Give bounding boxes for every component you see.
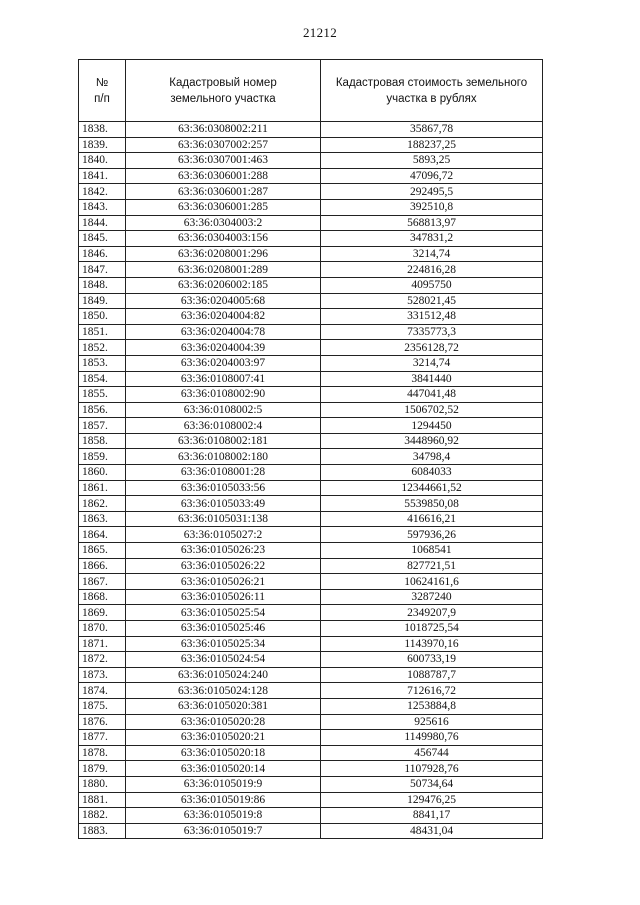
table-row <box>79 449 543 465</box>
table-row <box>79 433 543 449</box>
table-row <box>79 324 543 340</box>
table-row <box>79 558 543 574</box>
row-number-cell: 1880. <box>79 776 126 792</box>
cadastral-value-cell: 12344661,52 <box>321 480 543 496</box>
table-row <box>79 168 543 184</box>
cadastral-number-cell: 63:36:0105019:86 <box>126 792 321 808</box>
cadastral-number-cell: 63:36:0105026:23 <box>126 543 321 559</box>
row-number-cell: 1867. <box>79 574 126 590</box>
table-row <box>79 761 543 777</box>
cadastral-value-cell: 129476,25 <box>321 792 543 808</box>
row-number-cell: 1856. <box>79 402 126 418</box>
row-number-cell: 1845. <box>79 231 126 247</box>
cadastral-value-cell: 3287240 <box>321 589 543 605</box>
table-row <box>79 184 543 200</box>
cadastral-number-cell: 63:36:0304003:2 <box>126 215 321 231</box>
cadastral-number-cell: 63:36:0105020:14 <box>126 761 321 777</box>
table-row <box>79 745 543 761</box>
row-number-cell: 1854. <box>79 371 126 387</box>
row-number-cell: 1860. <box>79 465 126 481</box>
cadastral-number-cell: 63:36:0108002:180 <box>126 449 321 465</box>
row-number-cell: 1882. <box>79 808 126 824</box>
table-body <box>79 122 543 839</box>
row-number-cell: 1879. <box>79 761 126 777</box>
cadastral-number-cell: 63:36:0105019:7 <box>126 823 321 839</box>
row-number-cell: 1872. <box>79 652 126 668</box>
cadastral-value-cell: 4095750 <box>321 277 543 293</box>
cadastral-value-cell: 1068541 <box>321 543 543 559</box>
cadastral-number-cell: 63:36:0105031:138 <box>126 511 321 527</box>
cadastral-value-cell: 1506702,52 <box>321 402 543 418</box>
table-row <box>79 714 543 730</box>
cadastral-value-cell: 1253884,8 <box>321 698 543 714</box>
cadastral-value-cell: 925616 <box>321 714 543 730</box>
cadastral-value-cell: 224816,28 <box>321 262 543 278</box>
cadastral-value-cell: 50734,64 <box>321 776 543 792</box>
row-number-cell: 1868. <box>79 589 126 605</box>
row-number-cell: 1859. <box>79 449 126 465</box>
table-row <box>79 387 543 403</box>
cadastral-number-cell: 63:36:0204004:39 <box>126 340 321 356</box>
cadastral-number-cell: 63:36:0105033:49 <box>126 496 321 512</box>
row-number-cell: 1838. <box>79 122 126 138</box>
cadastral-value-cell: 347831,2 <box>321 231 543 247</box>
cadastral-number-cell: 63:36:0105019:9 <box>126 776 321 792</box>
cadastral-value-cell: 292495,5 <box>321 184 543 200</box>
row-number-cell: 1878. <box>79 745 126 761</box>
table-row <box>79 199 543 215</box>
cadastral-value-cell: 416616,21 <box>321 511 543 527</box>
cadastral-number-cell: 63:36:0105025:46 <box>126 621 321 637</box>
table-row <box>79 698 543 714</box>
cadastral-number-cell: 63:36:0306001:287 <box>126 184 321 200</box>
table-row <box>79 122 543 138</box>
cadastral-number-cell: 63:36:0105026:11 <box>126 589 321 605</box>
cadastral-number-cell: 63:36:0204005:68 <box>126 293 321 309</box>
table-row <box>79 293 543 309</box>
page-number: 21212 <box>303 25 337 40</box>
cadastral-number-cell: 63:36:0308002:211 <box>126 122 321 138</box>
cadastral-number-cell: 63:36:0306001:288 <box>126 168 321 184</box>
row-number-cell: 1853. <box>79 355 126 371</box>
row-number-cell: 1849. <box>79 293 126 309</box>
cadastral-number-cell: 63:36:0105020:18 <box>126 745 321 761</box>
cadastral-number-cell: 63:36:0105025:34 <box>126 636 321 652</box>
cadastral-value-cell: 3448960,92 <box>321 433 543 449</box>
table-row <box>79 605 543 621</box>
row-number-cell: 1857. <box>79 418 126 434</box>
cadastral-number-cell: 63:36:0208001:296 <box>126 246 321 262</box>
table-row <box>79 776 543 792</box>
cadastral-value-cell: 3841440 <box>321 371 543 387</box>
row-number-cell: 1883. <box>79 823 126 839</box>
row-number-cell: 1842. <box>79 184 126 200</box>
table-row <box>79 418 543 434</box>
row-number-cell: 1876. <box>79 714 126 730</box>
cadastral-number-cell: 63:36:0108002:181 <box>126 433 321 449</box>
table-row <box>79 667 543 683</box>
cadastral-number-cell: 63:36:0204004:82 <box>126 309 321 325</box>
row-number-cell: 1847. <box>79 262 126 278</box>
cadastral-value-cell: 600733,19 <box>321 652 543 668</box>
cadastral-number-cell: 63:36:0105026:21 <box>126 574 321 590</box>
cadastral-number-cell: 63:36:0208001:289 <box>126 262 321 278</box>
cadastral-number-cell: 63:36:0206002:185 <box>126 277 321 293</box>
table-row <box>79 309 543 325</box>
cadastral-value-table <box>78 59 543 839</box>
cadastral-value-cell: 447041,48 <box>321 387 543 403</box>
row-number-cell: 1839. <box>79 137 126 153</box>
cadastral-number-cell: 63:36:0108002:90 <box>126 387 321 403</box>
cadastral-value-cell: 48431,04 <box>321 823 543 839</box>
table-row <box>79 792 543 808</box>
row-number-cell: 1844. <box>79 215 126 231</box>
row-number-cell: 1869. <box>79 605 126 621</box>
cadastral-number-cell: 63:36:0105027:2 <box>126 527 321 543</box>
row-number-cell: 1855. <box>79 387 126 403</box>
cadastral-number-cell: 63:36:0105020:21 <box>126 730 321 746</box>
cadastral-value-cell: 568813,97 <box>321 215 543 231</box>
cadastral-number-cell: 63:36:0108001:28 <box>126 465 321 481</box>
table-row <box>79 262 543 278</box>
table-row <box>79 496 543 512</box>
table-row <box>79 215 543 231</box>
row-number-cell: 1862. <box>79 496 126 512</box>
cadastral-number-cell: 63:36:0306001:285 <box>126 199 321 215</box>
table-row <box>79 153 543 169</box>
row-number-cell: 1850. <box>79 309 126 325</box>
cadastral-number-cell: 63:36:0204003:97 <box>126 355 321 371</box>
table-row <box>79 589 543 605</box>
row-number-cell: 1843. <box>79 199 126 215</box>
header-cadastral-number: Кадастровый номер земельного участка <box>126 60 321 122</box>
table-row <box>79 511 543 527</box>
table-row <box>79 402 543 418</box>
table-row <box>79 636 543 652</box>
cadastral-value-cell: 597936,26 <box>321 527 543 543</box>
cadastral-number-cell: 63:36:0105025:54 <box>126 605 321 621</box>
table-row <box>79 621 543 637</box>
cadastral-value-cell: 331512,48 <box>321 309 543 325</box>
header-row-number: № п/п <box>79 60 126 122</box>
table-row <box>79 231 543 247</box>
row-number-cell: 1881. <box>79 792 126 808</box>
table-row <box>79 137 543 153</box>
cadastral-value-cell: 34798,4 <box>321 449 543 465</box>
row-number-cell: 1870. <box>79 621 126 637</box>
row-number-cell: 1852. <box>79 340 126 356</box>
row-number-cell: 1866. <box>79 558 126 574</box>
row-number-cell: 1871. <box>79 636 126 652</box>
row-number-cell: 1846. <box>79 246 126 262</box>
table-row <box>79 277 543 293</box>
row-number-cell: 1877. <box>79 730 126 746</box>
row-number-cell: 1861. <box>79 480 126 496</box>
cadastral-number-cell: 63:36:0105033:56 <box>126 480 321 496</box>
cadastral-value-cell: 8841,17 <box>321 808 543 824</box>
table-row <box>79 371 543 387</box>
table-row <box>79 683 543 699</box>
table-row <box>79 543 543 559</box>
cadastral-value-cell: 2356128,72 <box>321 340 543 356</box>
row-number-cell: 1848. <box>79 277 126 293</box>
cadastral-number-cell: 63:36:0304003:156 <box>126 231 321 247</box>
table-row <box>79 823 543 839</box>
cadastral-value-cell: 1294450 <box>321 418 543 434</box>
cadastral-value-cell: 35867,78 <box>321 122 543 138</box>
cadastral-number-cell: 63:36:0105024:128 <box>126 683 321 699</box>
cadastral-value-cell: 1149980,76 <box>321 730 543 746</box>
table-header-row <box>79 60 543 122</box>
table-row <box>79 574 543 590</box>
cadastral-number-cell: 63:36:0105024:54 <box>126 652 321 668</box>
row-number-cell: 1840. <box>79 153 126 169</box>
cadastral-number-cell: 63:36:0105020:381 <box>126 698 321 714</box>
cadastral-value-cell: 5893,25 <box>321 153 543 169</box>
cadastral-value-cell: 3214,74 <box>321 246 543 262</box>
cadastral-number-cell: 63:36:0307001:463 <box>126 153 321 169</box>
cadastral-value-cell: 1088787,7 <box>321 667 543 683</box>
cadastral-number-cell: 63:36:0105026:22 <box>126 558 321 574</box>
table-row <box>79 480 543 496</box>
cadastral-number-cell: 63:36:0105020:28 <box>126 714 321 730</box>
cadastral-number-cell: 63:36:0105024:240 <box>126 667 321 683</box>
cadastral-value-cell: 528021,45 <box>321 293 543 309</box>
table-row <box>79 246 543 262</box>
cadastral-value-cell: 6084033 <box>321 465 543 481</box>
cadastral-value-cell: 827721,51 <box>321 558 543 574</box>
table-row <box>79 340 543 356</box>
cadastral-value-cell: 47096,72 <box>321 168 543 184</box>
cadastral-number-cell: 63:36:0307002:257 <box>126 137 321 153</box>
cadastral-value-cell: 456744 <box>321 745 543 761</box>
cadastral-number-cell: 63:36:0108002:4 <box>126 418 321 434</box>
cadastral-value-cell: 1018725,54 <box>321 621 543 637</box>
cadastral-value-cell: 5539850,08 <box>321 496 543 512</box>
cadastral-value-cell: 10624161,6 <box>321 574 543 590</box>
cadastral-value-cell: 2349207,9 <box>321 605 543 621</box>
row-number-cell: 1863. <box>79 511 126 527</box>
cadastral-value-cell: 712616,72 <box>321 683 543 699</box>
cadastral-value-cell: 188237,25 <box>321 137 543 153</box>
row-number-cell: 1873. <box>79 667 126 683</box>
header-cadastral-value: Кадастровая стоимость земельного участка в рублях <box>321 60 543 122</box>
row-number-cell: 1851. <box>79 324 126 340</box>
cadastral-number-cell: 63:36:0204004:78 <box>126 324 321 340</box>
row-number-cell: 1864. <box>79 527 126 543</box>
row-number-cell: 1874. <box>79 683 126 699</box>
row-number-cell: 1865. <box>79 543 126 559</box>
row-number-cell: 1875. <box>79 698 126 714</box>
row-number-cell: 1858. <box>79 433 126 449</box>
table-row <box>79 730 543 746</box>
cadastral-value-cell: 1107928,76 <box>321 761 543 777</box>
table-row <box>79 527 543 543</box>
cadastral-value-cell: 3214,74 <box>321 355 543 371</box>
cadastral-number-cell: 63:36:0108007:41 <box>126 371 321 387</box>
cadastral-value-cell: 7335773,3 <box>321 324 543 340</box>
cadastral-value-cell: 392510,8 <box>321 199 543 215</box>
table-row <box>79 355 543 371</box>
table-row <box>79 652 543 668</box>
cadastral-number-cell: 63:36:0105019:8 <box>126 808 321 824</box>
cadastral-value-cell: 1143970,16 <box>321 636 543 652</box>
table-row <box>79 465 543 481</box>
table-row <box>79 808 543 824</box>
row-number-cell: 1841. <box>79 168 126 184</box>
cadastral-number-cell: 63:36:0108002:5 <box>126 402 321 418</box>
